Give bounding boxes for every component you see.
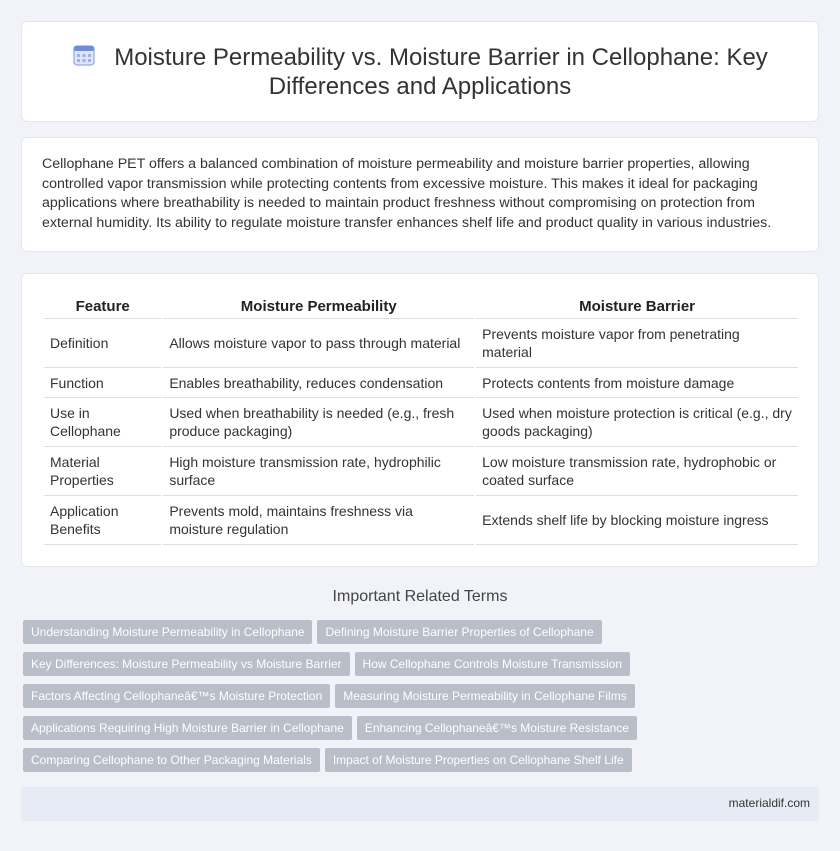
header-card (21, 21, 819, 122)
related-term-tag[interactable]: Understanding Moisture Permeability in Cellophane (23, 620, 312, 644)
intro-paragraph: Cellophane PET offers a balanced combination of moisture permeability and moisture barrier properties, allowing controlled vapor transmission while protecting contents from excessive moisture. This makes it ideal for packaging applications where breathability is needed to maintain product freshness without compromising on protection from external humidity. Its ability to regulate moisture transfer enhances shelf life and product quality in various industries. (42, 156, 772, 231)
related-term-tag[interactable]: Applications Requiring High Moisture Barrier in Cellophane (23, 716, 352, 740)
table-cell: Prevents mold, maintains freshness via moisture regulation (163, 496, 474, 545)
calendar-icon (72, 43, 96, 67)
related-term-tag[interactable]: Measuring Moisture Permeability in Cellophane Films (335, 684, 634, 708)
table-row (44, 319, 798, 368)
related-term-tag[interactable]: Comparing Cellophane to Other Packaging Materials (23, 748, 320, 772)
related-term-tag[interactable]: Impact of Moisture Properties on Cellophane Shelf Life (325, 748, 632, 772)
table-cell: Extends shelf life by blocking moisture ingress (476, 496, 798, 545)
column-header: Feature (44, 294, 161, 319)
footer-site-link[interactable]: materialdif.com (728, 796, 810, 810)
table-cell: Application Benefits (44, 496, 161, 545)
table-header-row (44, 294, 798, 319)
table-cell: Used when moisture protection is critical (e.g., dry goods packaging) (476, 398, 798, 447)
comparison-card (21, 273, 819, 567)
related-term-tag[interactable]: Enhancing Cellophaneâ€™s Moisture Resistance (357, 716, 637, 740)
table-row (44, 447, 798, 496)
table-cell: High moisture transmission rate, hydrophilic surface (163, 447, 474, 496)
table-row (44, 496, 798, 545)
related-term-tag[interactable]: Key Differences: Moisture Permeability vs Moisture Barrier (23, 652, 350, 676)
column-header: Moisture Barrier (476, 294, 798, 319)
table-cell: Enables breathability, reduces condensation (163, 368, 474, 398)
table-cell: Prevents moisture vapor from penetrating material (476, 319, 798, 368)
table-row (44, 368, 798, 398)
page-title-text: Moisture Permeability vs. Moisture Barrier in Cellophane: Key Differences and Applications (114, 44, 768, 100)
comparison-table (42, 294, 800, 545)
related-terms-heading: Important Related Terms (332, 588, 508, 605)
page-title (62, 43, 778, 101)
table-cell: Used when breathability is needed (e.g., fresh produce packaging) (163, 398, 474, 447)
intro-card (21, 137, 819, 252)
related-term-tag[interactable]: How Cellophane Controls Moisture Transmission (355, 652, 630, 676)
table-row (44, 398, 798, 447)
related-term-tag[interactable]: Factors Affecting Cellophaneâ€™s Moisture Protection (23, 684, 330, 708)
table-cell: Allows moisture vapor to pass through material (163, 319, 474, 368)
footer (21, 787, 819, 821)
table-cell: Material Properties (44, 447, 161, 496)
table-cell: Protects contents from moisture damage (476, 368, 798, 398)
related-terms-list (23, 620, 823, 780)
column-header: Moisture Permeability (163, 294, 474, 319)
table-cell: Low moisture transmission rate, hydrophobic or coated surface (476, 447, 798, 496)
related-term-tag[interactable]: Defining Moisture Barrier Properties of Cellophane (317, 620, 601, 644)
table-cell: Definition (44, 319, 161, 368)
table-cell: Use in Cellophane (44, 398, 161, 447)
table-cell: Function (44, 368, 161, 398)
